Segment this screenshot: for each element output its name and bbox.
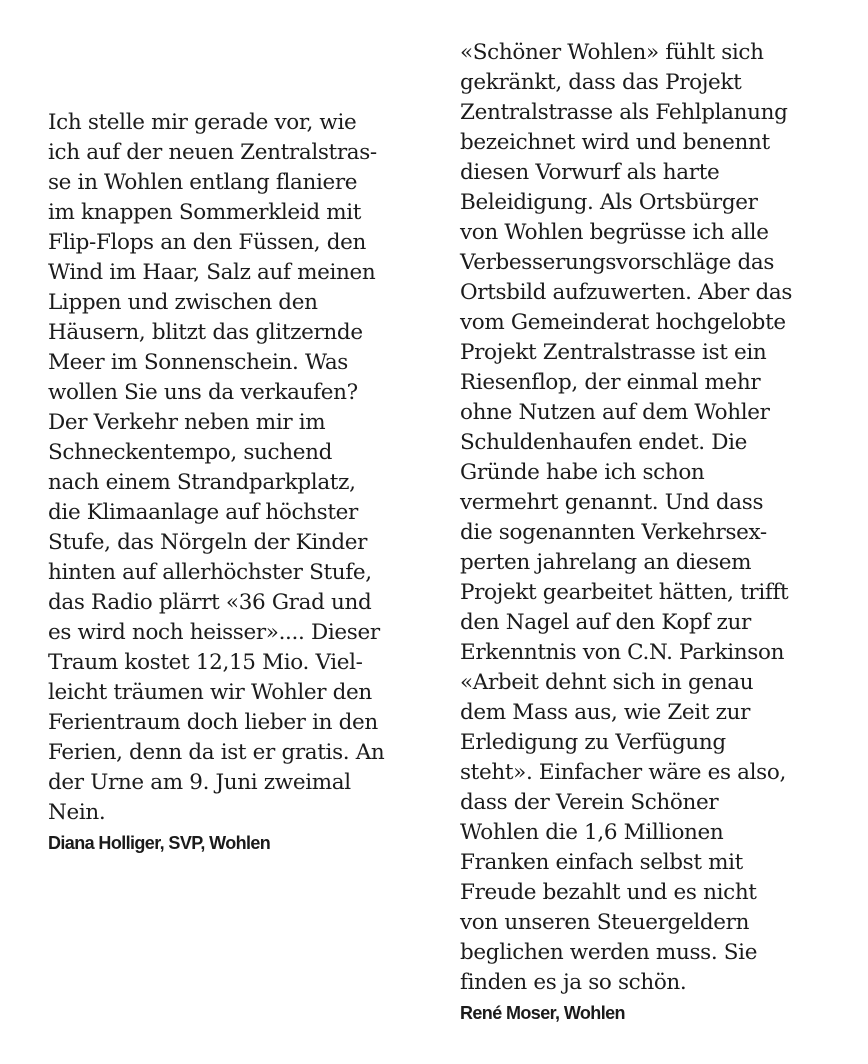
- body-line: diesen Vorwurf als harte: [460, 160, 720, 185]
- body-line: ich auf der neuen Zentralstras-: [48, 140, 377, 165]
- letter-moser: [460, 38, 855, 1025]
- body-line: Ortsbild aufzuwerten. Aber das: [460, 280, 793, 305]
- letter-holliger: [48, 108, 418, 855]
- body-line: den Nagel auf den Kopf zur: [460, 610, 751, 635]
- body-line: Lippen und zwischen den: [48, 290, 318, 315]
- body-line: Schneckentempo, suchend: [48, 440, 333, 465]
- body-line: dass der Verein Schöner: [460, 790, 719, 815]
- body-line: Meer im Sonnenschein. Was: [48, 350, 348, 375]
- body-line: perten jahrelang an diesem: [460, 550, 752, 575]
- body-line: bezeichnet wird und benennt: [460, 130, 770, 155]
- author-signature: René Moser, Wohlen: [460, 1003, 625, 1023]
- body-line: hinten auf allerhöchster Stufe,: [48, 560, 372, 585]
- body-line: das Radio plärrt «36 Grad und: [48, 590, 372, 615]
- body-line: Gründe habe ich schon: [460, 460, 705, 485]
- body-line: es wird noch heisser».... Dieser: [48, 620, 380, 645]
- body-line: Projekt Zentralstrasse ist ein: [460, 340, 767, 365]
- author-signature: Diana Holliger, SVP, Wohlen: [48, 833, 271, 853]
- body-line: se in Wohlen entlang flaniere: [48, 170, 358, 195]
- body-line: die Klimaanlage auf höchster: [48, 500, 358, 525]
- body-line: Ferientraum doch lieber in den: [48, 710, 378, 735]
- body-line: Erkenntnis von C.N. Parkinson: [460, 640, 785, 665]
- body-line: Der Verkehr neben mir im: [48, 410, 326, 435]
- body-line: beglichen werden muss. Sie: [460, 940, 758, 965]
- body-line: Häusern, blitzt das glitzernde: [48, 320, 363, 345]
- body-line: wollen Sie uns da verkaufen?: [48, 380, 358, 405]
- body-line: steht». Einfacher wäre es also,: [460, 760, 786, 785]
- body-line: Freude bezahlt und es nicht: [460, 880, 757, 905]
- body-line: Erledigung zu Verfügung: [460, 730, 726, 755]
- body-line: Projekt gearbeitet hätten, trifft: [460, 580, 789, 605]
- body-line: Traum kostet 12,15 Mio. Viel-: [48, 650, 363, 675]
- body-line: ohne Nutzen auf dem Wohler: [460, 400, 770, 425]
- body-line: nach einem Strandparkplatz,: [48, 470, 356, 495]
- body-line: Flip-Flops an den Füssen, den: [48, 230, 366, 255]
- body-line: die sogenannten Verkehrsex-: [460, 520, 767, 545]
- body-line: Nein.: [48, 800, 106, 825]
- body-line: Zentralstrasse als Fehlplanung: [460, 100, 788, 125]
- body-line: Wind im Haar, Salz auf meinen: [48, 260, 376, 285]
- body-line: Stufe, das Nörgeln der Kinder: [48, 530, 368, 555]
- body-line: dem Mass aus, wie Zeit zur: [460, 700, 751, 725]
- body-line: vom Gemeinderat hochgelobte: [460, 310, 786, 335]
- body-line: Ferien, denn da ist er gratis. An: [48, 740, 385, 765]
- body-line: gekränkt, dass das Projekt: [460, 70, 742, 95]
- body-line: «Arbeit dehnt sich in genau: [460, 670, 754, 695]
- body-line: von Wohlen begrüsse ich alle: [460, 220, 769, 245]
- body-line: Riesenflop, der einmal mehr: [460, 370, 761, 395]
- body-line: Wohlen die 1,6 Millionen: [460, 820, 724, 845]
- body-line: Verbesserungsvorschläge das: [460, 250, 775, 275]
- body-line: der Urne am 9. Juni zweimal: [48, 770, 351, 795]
- body-line: von unseren Steuergeldern: [460, 910, 750, 935]
- body-line: Beleidigung. Als Ortsbürger: [460, 190, 758, 215]
- body-line: Franken einfach selbst mit: [460, 850, 743, 875]
- body-line: im knappen Sommerkleid mit: [48, 200, 362, 225]
- body-line: leicht träumen wir Wohler den: [48, 680, 372, 705]
- body-line: Schuldenhaufen endet. Die: [460, 430, 748, 455]
- body-line: «Schöner Wohlen» fühlt sich: [460, 40, 764, 65]
- body-line: Ich stelle mir gerade vor, wie: [48, 110, 357, 135]
- body-line: vermehrt genannt. Und dass: [460, 490, 764, 515]
- body-line: finden es ja so schön.: [460, 970, 687, 995]
